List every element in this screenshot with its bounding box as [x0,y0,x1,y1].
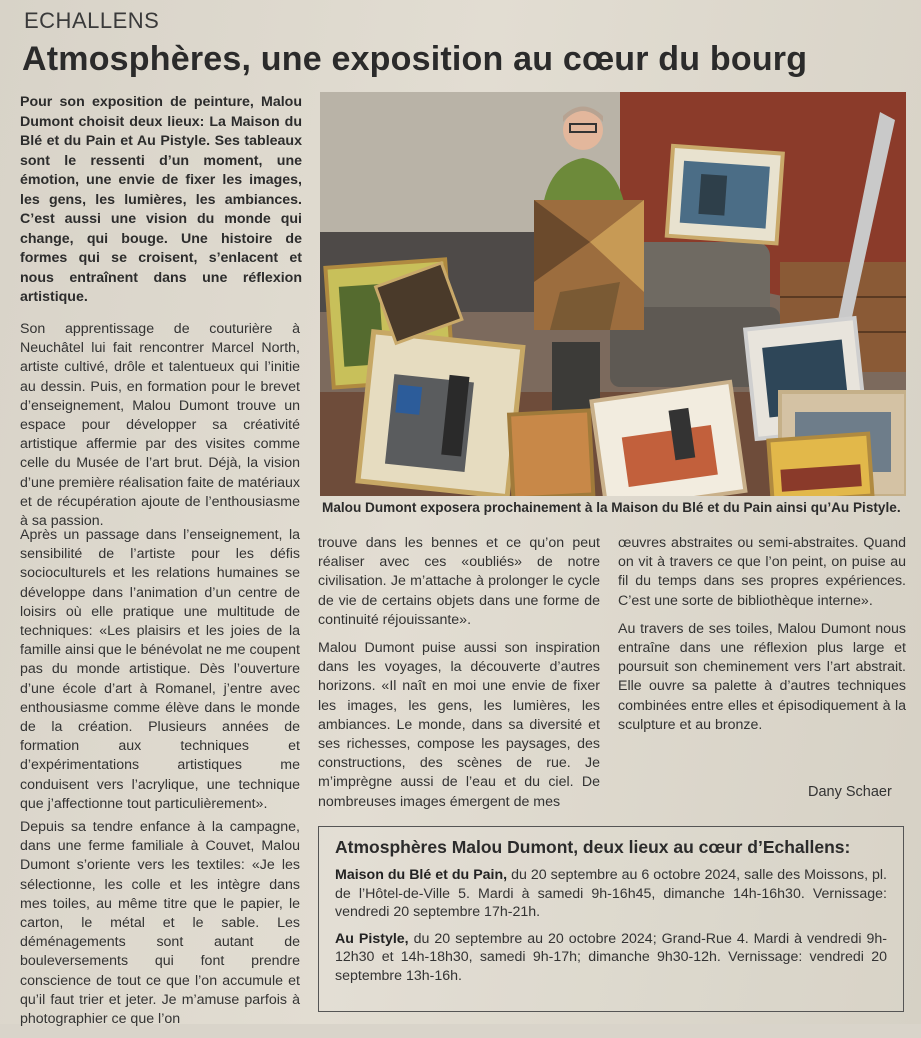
venue-2-name: Au Pistyle, [335,930,409,947]
paragraph: Après un passage dans l’enseignement, la sensibilité de l’artiste pour les défis socioculturels et les relations humaines se développe dans l’animation d’un centre de loisirs où elle pratique une multitude de techniques: «Les plaisirs et les joies de la famille ainsi que le bénévolat ne me coupent pas du monde artistique. Dès l’ouverture d’une école d’art à Romanel, j’entre avec enthousiasme comme élève dans le monde de la création. Plusieurs années de formation aux techniques et d’expérimentations artistiques me conduisent vers l’acrylique, une technique que j’affectionne tout particulièrement». [20,527,300,812]
article-column-2 [318,534,600,821]
venue-2-details: du 20 septembre au 20 octobre 2024; Grand-Rue 4. Mardi à vendredi 9h-12h30 et 14h-18h30, samedi 9h-17h; dimanche 9h30-12h. Vernissage: vendredi 20 septembre 13h-16h. [335,930,887,984]
venue-1-info [335,866,887,922]
article-lead: Pour son exposition de peinture, Malou Dumont choisit deux lieux: La Maison du Blé et du Pain et Au Pistyle. Ses tableaux sont le ressenti d’un moment, une émotion, une envie de fixer les images, les gens, les lumières, les ambiances. C’est aussi une vision du monde qui change, qui bouge. Une histoire de formes qui se croisent, s’enlacent et nous entraînent dans une réflexion artistique. [20,94,302,305]
paragraph: trouve dans les bennes et ce qu’on peut réaliser avec ces «oubliés» de notre civilisation. Je m’attache à prolonger le cycle de vie de certains objets dans une forme de continuité réjouissante». [318,535,600,628]
artist-photo-illustration [320,92,906,496]
paragraph: Au travers de ses toiles, Malou Dumont nous entraîne dans une réflexion plus large et poursuit son cheminement vers l’art abstrait. Elle ouvre sa palette à d’autres techniques combinées entre elles et épisodiquement à la sculpture et au bronze. [618,620,906,733]
article-column-1-cont [20,526,300,1038]
article-headline: Atmosphères, une exposition au cœur du bourg [22,40,808,78]
venue-1-name: Maison du Blé et du Pain, [335,867,508,883]
paragraph: œuvres abstraites ou semi-abstraites. Quand on vit à travers ce que l’on peint, on puise au fil du temps dans ses propres expériences. C’est une sorte de bibliothèque interne». [618,535,906,609]
author-signature: Dany Schaer [808,784,892,800]
article-column-1 [20,320,300,540]
photo-caption: Malou Dumont exposera prochainement à la Maison du Blé et du Pain ainsi qu’Au Pistyle. [322,500,901,515]
paragraph: Malou Dumont puise aussi son inspiration dans les voyages, la découverte d’autres horizons. «Il naît en moi une envie de fixer les images, les gens, les lumières, les ambiances. Le monde, dans sa diversité et ses richesses, compose les paysages, des constructions, des scènes de rue. Je m’imprègne aussi de l’eau et du ciel. De nombreuses images émergent de mes [318,640,600,810]
paragraph: Depuis sa tendre enfance à la campagne, dans une ferme familiale à Couvet, Malou Dumont s’oriente vers les textiles: «Je les sélectionne, les colle et les intègre dans mes toiles, au même titre que le papier, le carton, le métal et le sable. Les déménagements sont autant de bouleversements qui font prendre conscience de tout ce que l’on accumule et qu’il faut trier et jeter. Je m’amuse parfois à photographier ce que l’on [20,819,300,1028]
artist-photo [320,92,906,496]
exhibition-info-box [318,826,904,1012]
paragraph: Son apprentissage de couturière à Neuchâtel lui fait rencontrer Marcel North, artiste cultivé, drôle et talentueux qui l’initie au dessin. Puis, en formation pour le brevet d’enseignement, Malou Dumont trouve un espace pour développer sa créativité artistique affermie par des visites comme celle du Musée de l’art brut. Déjà, la vision d’une première réalisation faite de matériaux et de récupération ajoute de l’enthousiasme à sa passion. [20,321,300,530]
venue-2-info [335,930,887,986]
section-rubric: ECHALLENS [24,8,160,33]
info-box-title: Atmosphères Malou Dumont, deux lieux au cœur d’Echallens: [335,837,851,857]
article-column-3 [618,534,906,744]
venue-1-details: du 20 septembre au 6 octobre 2024, salle des Moissons, pl. de l’Hôtel-de-Ville 5. Mardi à samedi 9h-16h45, dimanche 14h-16h30. Vernissage: vendredi 20 septembre 17h-21h. [335,867,887,921]
